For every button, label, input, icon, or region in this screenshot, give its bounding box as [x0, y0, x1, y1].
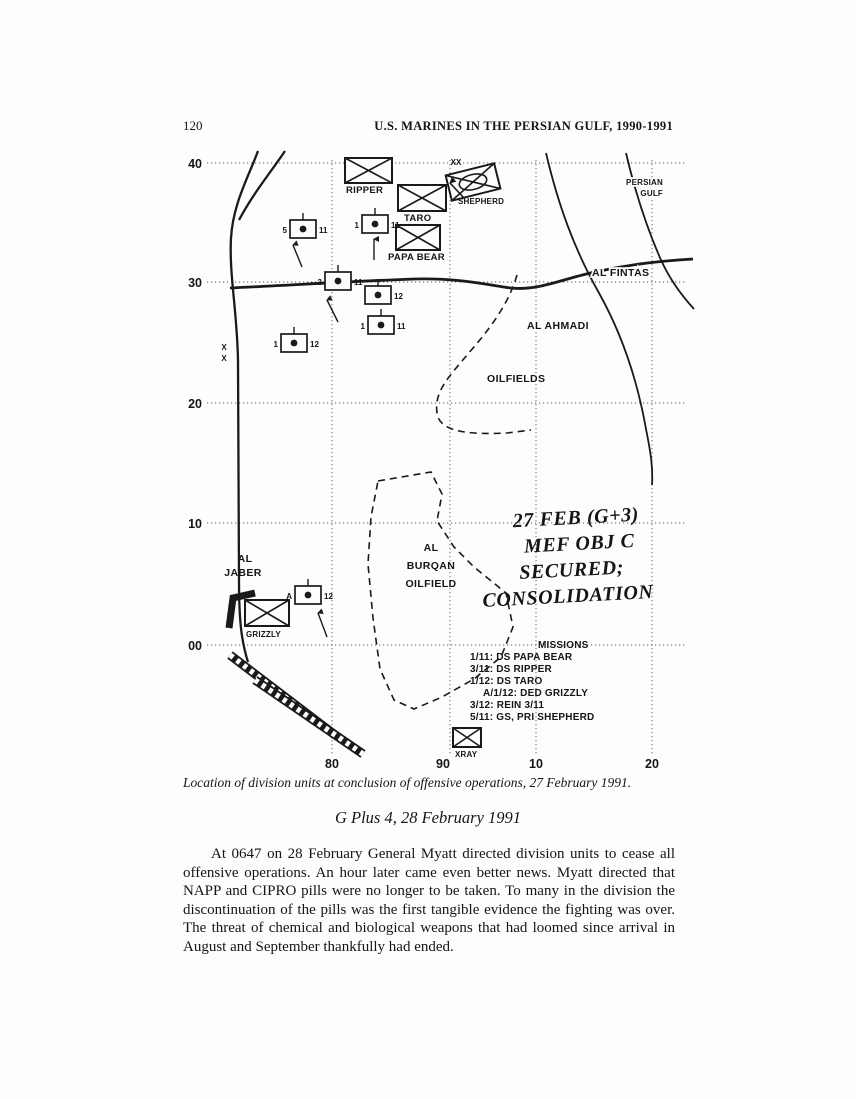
x-axis-label: 10 [529, 757, 543, 771]
artillery-symbol [361, 309, 406, 334]
y-axis-label: 40 [188, 157, 202, 171]
coastline-2 [626, 153, 694, 309]
unit-symbol-xray [453, 728, 481, 759]
map-figure [175, 148, 695, 773]
artillery-left-label: 1 [360, 322, 365, 331]
x-axis-label: 20 [645, 757, 659, 771]
movement-arrow [293, 245, 302, 267]
boundary-cross-line [239, 151, 285, 220]
figure-caption: Location of division units at conclusion of offensive operations, 27 February 1991. [183, 775, 632, 790]
unit-label: PAPA BEAR [388, 252, 445, 263]
artillery-right-label: 12 [324, 592, 333, 601]
mission-item: 1/12: DS TARO [470, 676, 543, 687]
place-label-persian-gulf: PERSIAN [626, 178, 663, 187]
unit-label: TARO [404, 213, 432, 224]
mission-item: 1/11: DS PAPA BEAR [470, 652, 573, 663]
coastline [546, 153, 652, 485]
y-axis-label: 00 [188, 639, 202, 653]
artillery-symbol [365, 279, 403, 304]
artillery-right-label: 12 [310, 340, 319, 349]
artillery-right-label: 11 [391, 221, 400, 230]
section-heading: G Plus 4, 28 February 1991 [334, 808, 522, 827]
annotation-line: CONSOLIDATION [481, 580, 655, 612]
place-label-al-jaber: AL [237, 553, 253, 565]
unit-symbol-ripper [345, 158, 392, 196]
place-label-al-fintas: AL FINTAS [592, 267, 650, 279]
missions-title: MISSIONS [538, 640, 589, 651]
place-label-al-burqan: AL [423, 542, 439, 554]
al-ahmadi-oilfield-boundary [437, 275, 531, 433]
artillery-right-label: 12 [394, 292, 403, 301]
annotation-line: 27 FEB (G+3) [512, 503, 640, 533]
place-label-al-burqan: BURQAN [406, 560, 456, 572]
artillery-left-label: A [286, 592, 292, 601]
x-axis-label: 80 [325, 757, 339, 771]
place-label-persian-gulf: GULF [640, 189, 663, 198]
division-xx-mark: XX [450, 158, 462, 167]
movement-arrow [327, 300, 338, 322]
boundary-x-mark: X [221, 343, 227, 352]
missions-list [470, 640, 594, 723]
artillery-left-label: 1 [273, 340, 278, 349]
mission-item: 5/11: GS, PRI SHEPHERD [470, 712, 595, 723]
unit-symbol-grizzly [245, 600, 289, 639]
unit-symbol-shepherd [446, 158, 504, 206]
annotation-line: MEF OBJ C [523, 529, 636, 558]
mission-item: 3/11: DS RIPPER [470, 664, 552, 675]
y-axis-label: 30 [188, 276, 202, 290]
place-label-al-jaber: JABER [224, 567, 262, 579]
x-axis-label: 90 [436, 757, 450, 771]
west-boundary-line [231, 151, 258, 662]
unit-label: SHEPHERD [458, 197, 505, 206]
unit-symbol-taro [398, 185, 446, 224]
artillery-symbol [318, 265, 363, 322]
map-annotation [478, 503, 655, 612]
running-title: U.S. MARINES IN THE PERSIAN GULF, 1990-1991 [374, 119, 673, 133]
annotation-line: SECURED; [518, 556, 625, 584]
map-grid [207, 160, 687, 754]
artillery-symbol [274, 327, 320, 352]
artillery-right-label: 11 [319, 226, 328, 235]
page-number: 120 [183, 118, 203, 133]
place-label-al-ahmadi: AL AHMADI [527, 320, 589, 332]
y-axis-label: 10 [188, 517, 202, 531]
body-paragraph: At 0647 on 28 February General Myatt directed division units to cease all offensive operations. An hour later came even better news. Myatt directed that NAPP and CIPRO pills were no longer to be taken. To many in the division the discontinuation of the pills was the first tangible evidence the fighting was over. The threat of chemical and biological weapons that had loomed since arrival in August and September thankfully had ended. [183, 846, 675, 955]
artillery-left-label: 5 [282, 226, 287, 235]
artillery-symbol [286, 579, 333, 637]
artillery-right-label: 11 [354, 278, 363, 287]
artillery-left-label: 3 [317, 278, 322, 287]
place-label-al-burqan: OILFIELD [405, 578, 457, 590]
unit-label: GRIZZLY [246, 630, 281, 639]
boundary-x-mark: X [221, 354, 227, 363]
place-label-oilfields: OILFIELDS [487, 373, 546, 385]
unit-label: XRAY [455, 750, 478, 759]
unit-label: RIPPER [346, 185, 384, 196]
mission-item: 3/12: REIN 3/11 [470, 700, 545, 711]
running-header [183, 118, 673, 134]
movement-arrow [318, 613, 327, 637]
mission-item: A/1/12: DED GRIZZLY [483, 688, 589, 699]
artillery-right-label: 11 [397, 322, 406, 331]
artillery-symbol [283, 213, 328, 267]
artillery-left-label: 1 [354, 221, 359, 230]
unit-symbol-papa-bear [388, 225, 445, 263]
y-axis-label: 20 [188, 397, 202, 411]
